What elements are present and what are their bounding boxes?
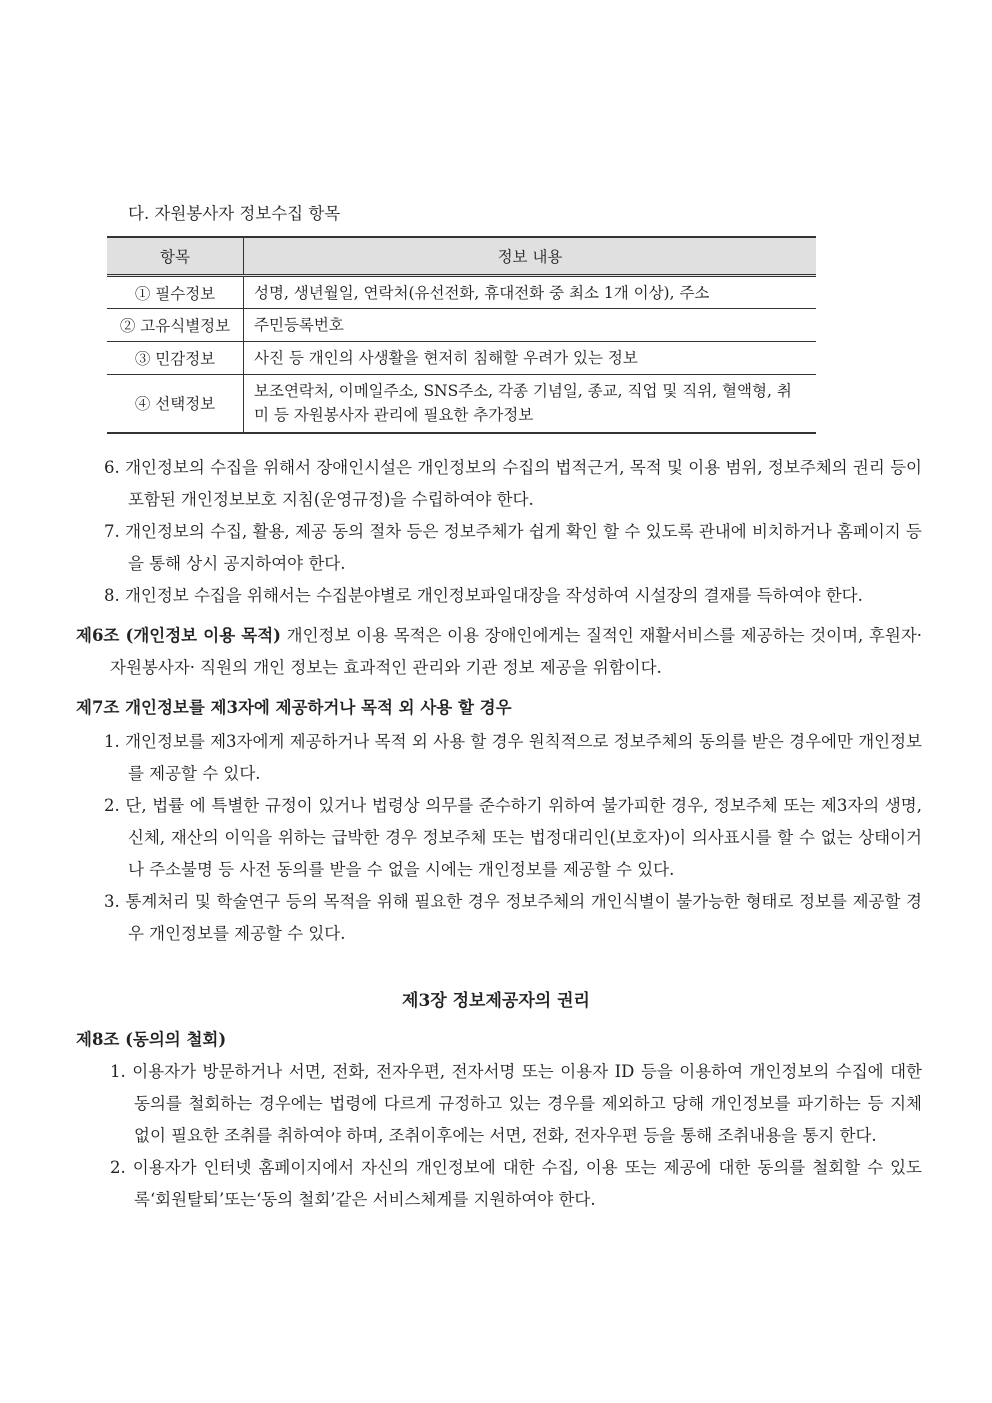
article-8-item: 1. 이용자가 방문하거나 서면, 전화, 전자우편, 전자서명 또는 이용자 ID 등을 이용하여 개인정보의 수집에 대한 동의를 철회하는 경우에는 법령에 다르게 규정하고 있는 경우를 제외하고 당해 개인정보를 파기하는 등 지체 없이 필요한 조취를 취하여야 하며, 조취이후에는 서면, 전화, 전자우편 등을 통해 조취내용을 통지 한다. <box>110 1062 922 1145</box>
article-8-title: 제8조 (동의의 철회) <box>76 1030 227 1049</box>
article-8-items <box>110 1056 922 1216</box>
article-8-item: 2. 이용자가 인터넷 홈페이지에서 자신의 개인정보에 대한 수집, 이용 또는 제공에 대한 동의를 철회할 수 있도록‘회원탈퇴’또는‘동의 철회’같은 서비스체계를 지원하여야 한다. <box>110 1158 922 1209</box>
row-content: 보조연락처, 이메일주소, SNS주소, 각종 기념일, 종교, 직업 및 직위, 혈액형, 취미 등 자원봉사자 관리에 필요한 추가정보 <box>244 375 817 433</box>
section-d-title: 다. 자원봉사자 정보수집 항목 <box>128 204 341 223</box>
row-item: ② 고유식별정보 <box>107 309 244 342</box>
header-item: 항목 <box>107 237 244 276</box>
paragraph-8: 8. 개인정보 수집을 위해서는 수집분야별로 개인정보파일대장을 작성하여 시설장의 결재를 득하여야 한다. <box>104 586 863 605</box>
table-row <box>107 309 816 342</box>
article-7-item: 3. 통계처리 및 학술연구 등의 목적을 위해 필요한 경우 정보주체의 개인식별이 불가능한 형태로 정보를 제공할 경우 개인정보를 제공할 수 있다. <box>104 892 922 943</box>
volunteer-info-table <box>107 236 816 434</box>
article-7-item: 2. 단, 법률 에 특별한 규정이 있거나 법령상 의무를 준수하기 위하여 불가피한 경우, 정보주체 또는 제3자의 생명, 신체, 재산의 이익을 위하는 급박한 경우 정보주체 또는 법정대리인(보호자)이 의사표시를 할 수 없는 상태이거나 주소불명 등 사전 동의를 받을 수 없을 시에는 개인정보를 제공할 수 있다. <box>104 796 922 879</box>
table-row <box>107 276 816 309</box>
article-6 <box>76 620 922 684</box>
article-6-body: 개인정보 이용 목적은 이용 장애인에게는 질적인 재활서비스를 제공하는 것이며, 후원자·자원봉사자· 직원의 개인 정보는 효과적인 관리와 기관 정보 제공을 위함이다. <box>110 626 922 677</box>
table-row <box>107 375 816 433</box>
table-header-row <box>107 237 816 276</box>
header-content: 정보 내용 <box>244 237 817 276</box>
paragraph-6: 6. 개인정보의 수집을 위해서 장애인시설은 개인정보의 수집의 법적근거, 목적 및 이용 범위, 정보주체의 권리 등이 포함된 개인정보보호 지침(운영규정)을 수립하여야 한다. <box>104 458 922 509</box>
row-content: 사진 등 개인의 사생활을 현저히 침해할 우려가 있는 정보 <box>244 342 817 375</box>
chapter-3-title: 제3장 정보제공자의 권리 <box>402 991 590 1011</box>
article-7-title: 제7조 개인정보를 제3자에 제공하거나 목적 외 사용 할 경우 <box>76 698 512 717</box>
row-item: ③ 민감정보 <box>107 342 244 375</box>
paragraph-7: 7. 개인정보의 수집, 활용, 제공 동의 절차 등은 정보주체가 쉽게 확인 할 수 있도록 관내에 비치하거나 홈페이지 등을 통해 상시 공지하여야 한다. <box>104 522 922 573</box>
numbered-paragraphs <box>104 452 922 612</box>
row-item: ④ 선택정보 <box>107 375 244 433</box>
row-content: 주민등록번호 <box>244 309 817 342</box>
row-item: ① 필수정보 <box>107 276 244 309</box>
article-7-item: 1. 개인정보를 제3자에게 제공하거나 목적 외 사용 할 경우 원칙적으로 정보주체의 동의를 받은 경우에만 개인정보를 제공할 수 있다. <box>104 732 922 783</box>
table-row <box>107 342 816 375</box>
article-6-title: 제6조 (개인정보 이용 목적) <box>76 626 281 645</box>
article-7-items <box>104 726 922 950</box>
row-content: 성명, 생년월일, 연락처(유선전화, 휴대전화 중 최소 1개 이상), 주소 <box>244 276 817 309</box>
